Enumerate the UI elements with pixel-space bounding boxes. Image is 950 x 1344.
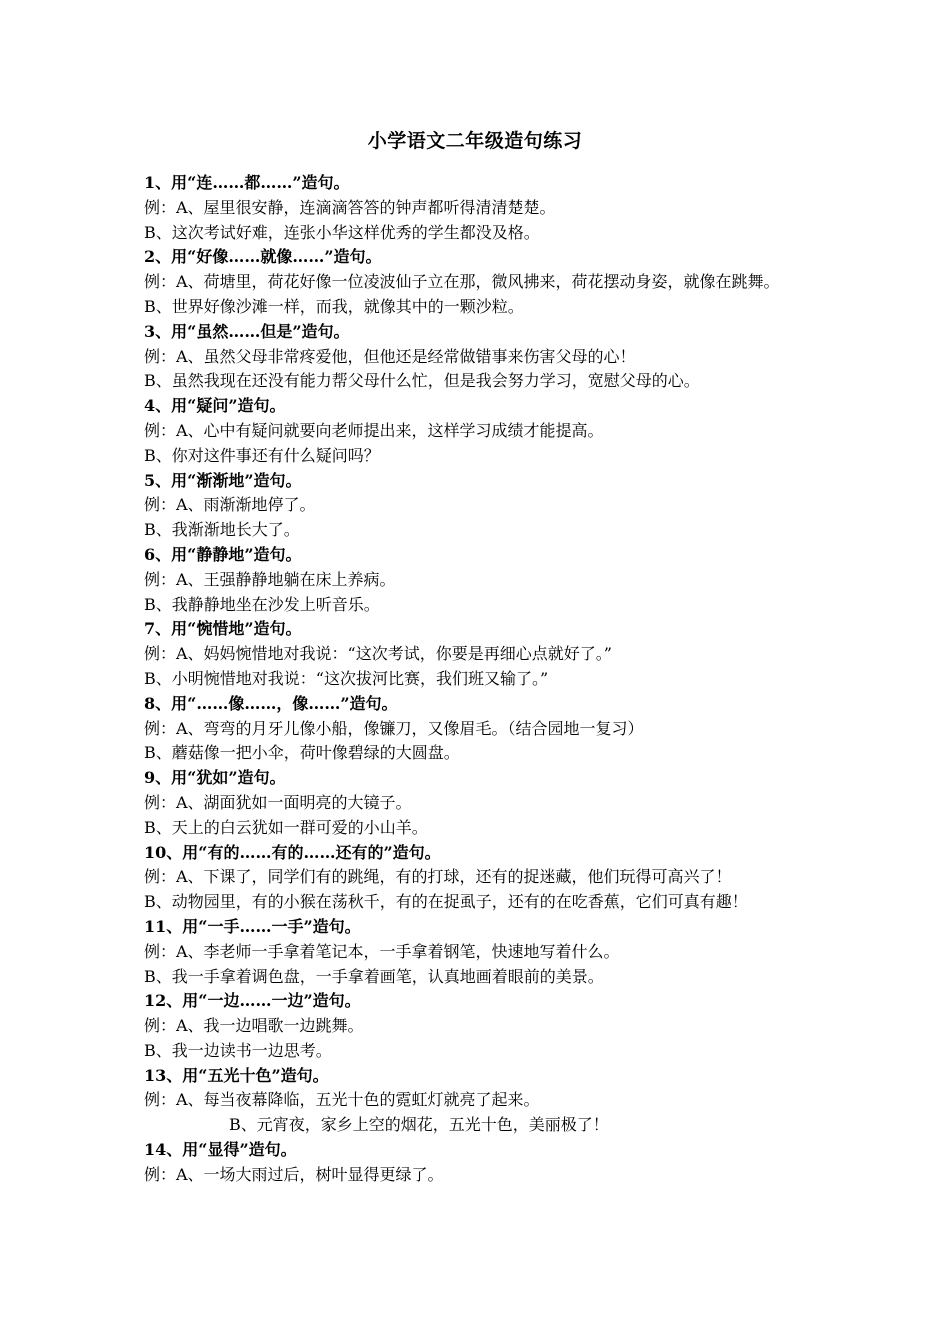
- exercise-heading-4: 4、用“疑问”造句。: [144, 396, 286, 416]
- example-line: 例：A、一场大雨过后，树叶显得更绿了。: [144, 1164, 444, 1184]
- example-line: 例：A、荷塘里，荷花好像一位凌波仙子立在那，微风拂来，荷花摆动身姿，就像在跳舞。: [144, 272, 780, 292]
- exercise-heading-14: 14、用“显得”造句。: [144, 1140, 297, 1160]
- exercise-heading-12: 12、用“一边……一边”造句。: [144, 991, 361, 1011]
- exercise-heading-8: 8、用“……像……，像……”造句。: [144, 693, 398, 713]
- exercise-heading-6: 6、用“静静地”造句。: [144, 544, 302, 564]
- example-line: 例：A、妈妈惋惜地对我说：“这次考试，你要是再细心点就好了。”: [144, 644, 612, 664]
- exercise-heading-11: 11、用“一手……一手”造句。: [144, 916, 361, 936]
- document-title: 小学语文二年级造句练习: [367, 130, 583, 152]
- example-line: B、世界好像沙滩一样，而我，就像其中的一颗沙粒。: [144, 296, 524, 316]
- example-line: 例：A、每当夜幕降临，五光十色的霓虹灯就亮了起来。: [144, 1090, 540, 1110]
- exercise-heading-3: 3、用“虽然……但是”造句。: [144, 321, 350, 341]
- example-line: 例：A、李老师一手拿着笔记本，一手拿着钢笔，快速地写着什么。: [144, 941, 620, 961]
- example-line: B、小明惋惜地对我说：“这次拔河比赛，我们班又输了。”: [144, 668, 549, 688]
- exercise-heading-9: 9、用“犹如”造句。: [144, 768, 286, 788]
- document-body: [144, 171, 824, 1188]
- example-line: B、动物园里，有的小猴在荡秋千，有的在捉虱子，还有的在吃香蕉，它们可真有趣！: [144, 892, 748, 912]
- example-line: B、我渐渐地长大了。: [144, 520, 300, 540]
- exercise-heading-7: 7、用“惋惜地”造句。: [144, 619, 302, 639]
- example-line: 例：A、湖面犹如一面明亮的大镜子。: [144, 792, 412, 812]
- example-line: B、我一边读书一边思考。: [144, 1040, 332, 1060]
- example-line: 例：A、王强静静地躺在床上养病。: [144, 569, 396, 589]
- example-line: B、蘑菇像一把小伞，荷叶像碧绿的大圆盘。: [144, 743, 460, 763]
- exercise-heading-10: 10、用“有的……有的……还有的”造句。: [144, 842, 441, 862]
- example-line: B、我静静地坐在沙发上听音乐。: [144, 594, 380, 614]
- example-line: B、虽然我现在还没有能力帮父母什么忙，但是我会努力学习，宽慰父母的心。: [144, 371, 700, 391]
- example-line: 例：A、心中有疑问就要向老师提出来，这样学习成绩才能提高。: [144, 420, 604, 440]
- exercise-heading-5: 5、用“渐渐地”造句。: [144, 470, 302, 490]
- example-line: 例：A、雨渐渐地停了。: [144, 495, 316, 515]
- example-line: 例：A、弯弯的月牙儿像小船，像镰刀，又像眉毛。（结合园地一复习）: [144, 718, 644, 738]
- example-line: B、天上的白云犹如一群可爱的小山羊。: [144, 817, 428, 837]
- exercise-heading-2: 2、用“好像……就像……”造句。: [144, 247, 382, 267]
- example-line: 例：A、下课了，同学们有的跳绳，有的打球，还有的捉迷藏，他们玩得可高兴了！: [144, 867, 732, 887]
- example-line: 例：A、我一边唱歌一边跳舞。: [144, 1016, 364, 1036]
- example-line: B、我一手拿着调色盘，一手拿着画笔，认真地画着眼前的美景。: [144, 966, 604, 986]
- example-line: 例：A、屋里很安静，连滴滴答答的钟声都听得清清楚楚。: [144, 197, 556, 217]
- example-line: B、元宵夜，家乡上空的烟花，五光十色，美丽极了！: [229, 1115, 609, 1135]
- example-line: 例：A、虽然父母非常疼爱他，但他还是经常做错事来伤害父母的心！: [144, 346, 636, 366]
- example-line: B、你对这件事还有什么疑问吗？: [144, 445, 380, 465]
- example-line: B、这次考试好难，连张小华这样优秀的学生都没及格。: [144, 222, 540, 242]
- exercise-heading-13: 13、用“五光十色”造句。: [144, 1065, 329, 1085]
- exercise-heading-1: 1、用“连……都……”造句。: [144, 173, 350, 192]
